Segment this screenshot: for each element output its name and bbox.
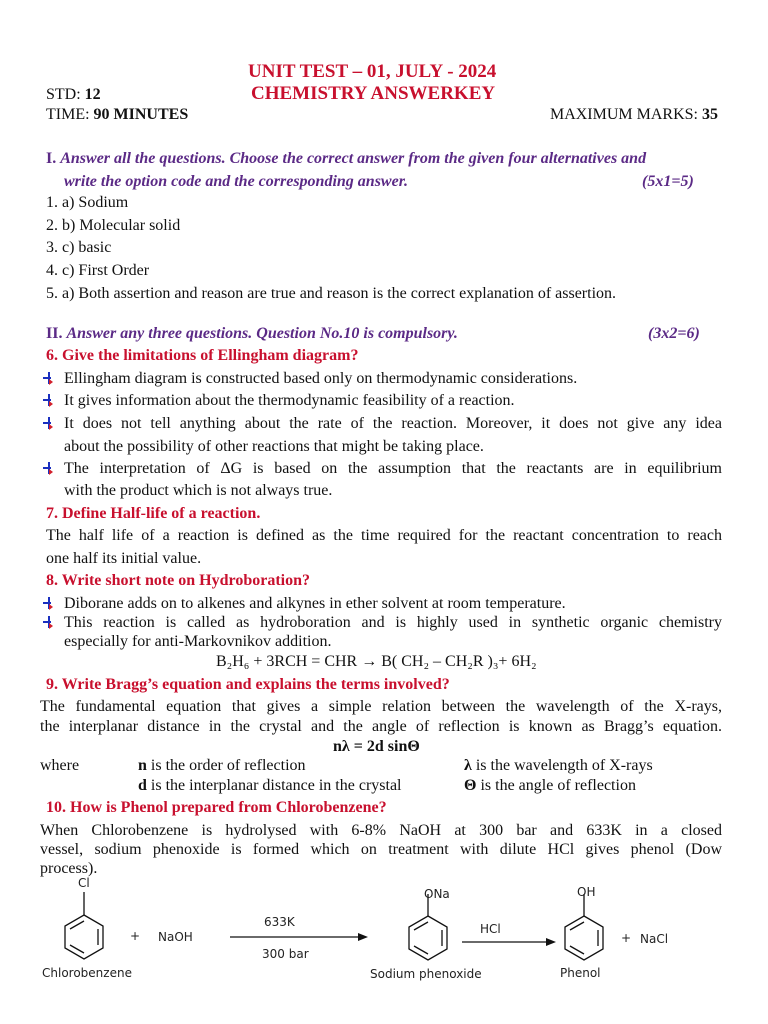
label-phenol: Phenol (560, 966, 601, 980)
bullet-arrow-icon (42, 596, 56, 610)
q6-bullet-4-line1: The interpretation of ΔG is based on the assumption that the reactants are in equilibrium (64, 460, 722, 477)
term-lambda-definition: is the wavelength of X-rays (471, 757, 653, 774)
q6-bullet-3-line2: about the possibility of other reactions that might be taking place. (64, 438, 484, 455)
bragg-equation: nλ = 2d sinΘ (333, 738, 420, 755)
bullet-arrow-icon (42, 393, 56, 407)
section1-instruction-line1 (46, 150, 646, 168)
term-theta-definition: is the angle of reflection (476, 777, 636, 794)
question-9-title: 9. Write Bragg’s equation and explains the terms involved? (46, 676, 450, 693)
answer-5: 5. a) Both assertion and reason are true and reason is the correct explanation of assertion. (46, 285, 617, 302)
term-d (138, 777, 401, 795)
bullet-arrow-icon (42, 416, 56, 430)
label-chlorobenzene: Chlorobenzene (42, 966, 132, 980)
answer-4: 4. c) First Order (46, 262, 150, 279)
std-value: 12 (84, 86, 101, 103)
q9-answer-line1: The fundamental equation that gives a simple relation between the wavelength of the X-rays, (40, 698, 722, 715)
bullet-arrow-icon (42, 461, 56, 475)
plus-sign-1: + (130, 929, 141, 943)
q8-bullet-2-line2: especially for anti-Markovnikov addition. (64, 633, 332, 650)
section1-instruction-line2: write the option code and the corresponding answer. (64, 173, 409, 190)
term-n (138, 757, 306, 775)
max-marks-label: MAXIMUM MARKS: (549, 106, 702, 123)
term-lambda-symbol: λ (464, 757, 472, 774)
page-title: UNIT TEST – 01, JULY - 2024 (248, 61, 497, 82)
question-7-title: 7. Define Half-life of a reaction. (46, 505, 261, 522)
condition-temperature: 633K (264, 915, 295, 929)
section2-marks: (3x2=6) (648, 325, 700, 342)
hydroboration-equation: B₂H₆ + 3RCH = CHR → B( CH₂ – CH₂R )₃+ 6H₂ (216, 653, 537, 670)
q7-answer-line1: The half life of a reaction is defined as the time required for the reactant concentration to reach (46, 527, 722, 544)
std-label: STD: (46, 86, 85, 103)
bullet-arrow-icon (42, 615, 56, 629)
answer-2: 2. b) Molecular solid (46, 217, 181, 234)
time-label: TIME: (46, 106, 94, 123)
q8-bullet-1: Diborane adds on to alkenes and alkynes in ether solvent at room temperature. (64, 595, 566, 612)
section2-instruction-text: Answer any three questions. Question No.10 is compulsory. (66, 325, 458, 342)
bullet-arrow-icon (42, 371, 56, 385)
question-6-title: 6. Give the limitations of Ellingham diagram? (46, 347, 359, 364)
section2-instruction (46, 325, 458, 343)
label-sodium-phenoxide: Sodium phenoxide (370, 967, 482, 981)
substituent-oh: OH (577, 885, 596, 899)
section1-number: I. (46, 150, 57, 167)
q10-answer-line3: process). (40, 860, 98, 877)
question-8-title: 8. Write short note on Hydroboration? (46, 572, 311, 589)
sodium-phenoxide-ring (409, 894, 447, 960)
q7-answer-line2: one half its initial value. (46, 550, 202, 567)
q10-answer-line1: When Chlorobenzene is hydrolysed with 6-8% NaOH at 300 bar and 633K in a closed (40, 822, 722, 839)
condition-pressure: 300 bar (262, 947, 309, 961)
term-lambda (464, 757, 653, 775)
reagent-naoh: NaOH (158, 930, 193, 944)
substituent-ona: ONa (424, 887, 450, 901)
phenol-ring (565, 894, 603, 960)
q9-answer-line2: the interplanar distance in the crystal and the angle of reflection is known as Bragg’s equation. (40, 718, 722, 735)
q6-bullet-4-line2: with the product which is not always true. (64, 482, 333, 499)
q6-bullet-1: Ellingham diagram is constructed based only on thermodynamic considerations. (64, 370, 578, 387)
section1-marks: (5x1=5) (642, 173, 694, 190)
q10-answer-line2: vessel, sodium phenoxide is formed which on treatment with dilute HCl gives phenol (Dow (40, 841, 722, 858)
chlorobenzene-ring (65, 892, 103, 959)
term-theta-symbol: Θ (464, 777, 477, 794)
max-marks-value: 35 (702, 106, 718, 123)
q6-bullet-2: It gives information about the thermodynamic feasibility of a reaction. (64, 392, 515, 409)
term-d-symbol: d (138, 777, 147, 794)
term-d-definition: is the interplanar distance in the crystal (146, 777, 402, 794)
substituent-cl: Cl (78, 876, 90, 890)
term-n-symbol: n (138, 757, 147, 774)
page-subtitle: CHEMISTRY ANSWERKEY (251, 83, 496, 104)
time-info (46, 106, 188, 124)
std-info (46, 86, 101, 104)
time-value: 90 MINUTES (93, 106, 189, 123)
product-nacl: NaCl (640, 932, 669, 946)
term-n-definition: is the order of reflection (146, 757, 306, 774)
question-10-title: 10. How is Phenol prepared from Chlorobenzene? (46, 799, 387, 816)
section2-number: II. (46, 325, 63, 342)
where-label: where (40, 757, 80, 774)
plus-sign-2: + (621, 931, 632, 945)
max-marks (550, 106, 718, 124)
section1-instruction-text: Answer all the questions. Choose the correct answer from the given four alternatives and (60, 150, 647, 167)
answer-1: 1. a) Sodium (46, 194, 129, 211)
q6-bullet-3-line1: It does not tell anything about the rate of the reaction. Moreover, it does not give any idea (64, 415, 722, 432)
answer-3: 3. c) basic (46, 239, 112, 256)
q8-bullet-2-line1: This reaction is called as hydroboration and is highly used in synthetic organic chemistry (64, 614, 722, 631)
reagent-hcl: HCl (480, 922, 501, 936)
term-theta (464, 777, 636, 795)
